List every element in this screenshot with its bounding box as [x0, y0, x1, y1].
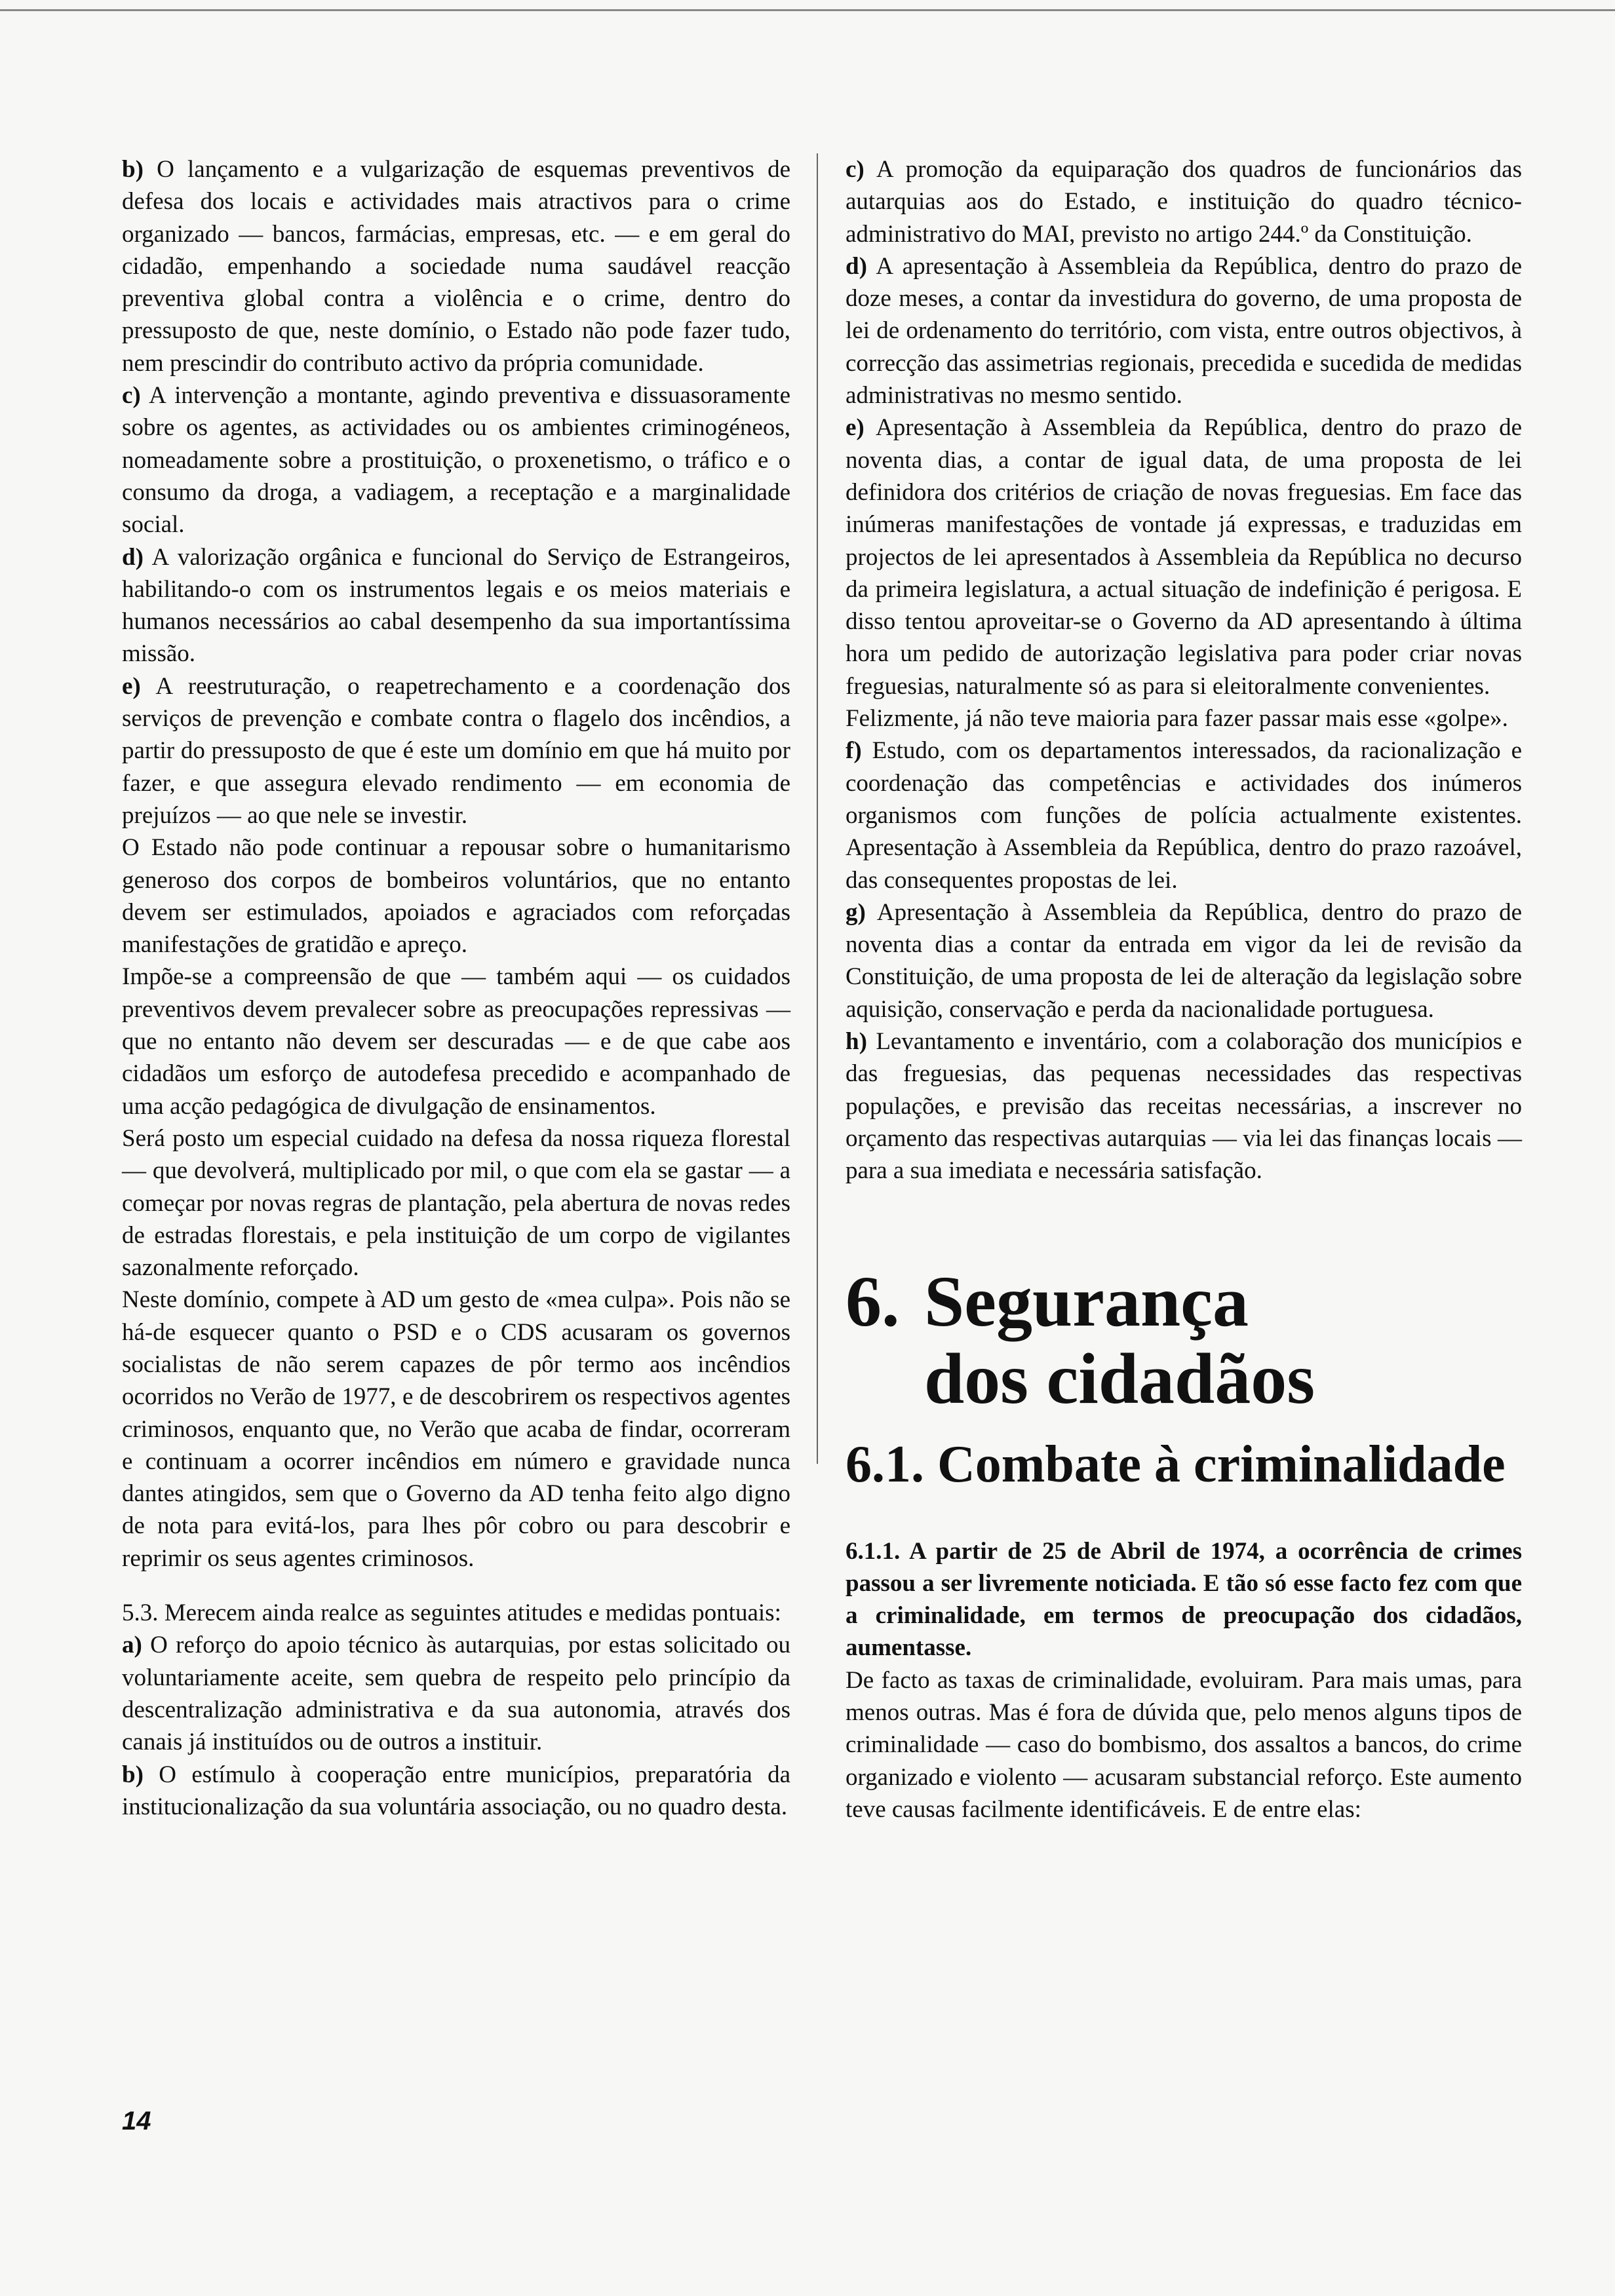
- item-text: Estudo, com os departamentos interessados, da racionalização e coordenação das competências e actividades dos inúmeros organismos com funções de polícia actualmente existentes. Apresentação à Assembleia da República, dentro do prazo razoável, das consequentes propostas de lei.: [846, 737, 1522, 894]
- item-text: A intervenção a montante, agindo preventiva e dissuasoramente sobre os agentes, as actividades ou os ambientes criminogéneos, nomeadamente sobre a prostituição, o proxenetismo, o tráfico e o consumo da droga, a vadiagem, a receptação e a marginalidade social.: [122, 382, 790, 539]
- chapter-number: 6.: [846, 1261, 900, 1341]
- item-label: d): [122, 543, 144, 571]
- paragraph: [122, 1597, 790, 1629]
- section-paragraphs: [846, 1535, 1522, 1826]
- paragraph: [122, 1122, 790, 1284]
- item-text: Felizmente, já não teve maioria para fazer passar mais esse «golpe».: [846, 705, 1508, 733]
- item-text: Impõe-se a compreensão de que — também aqui — os cuidados preventivos devem prevalecer sobre as preocupações repressivas — que no entanto não devem ser descuradas — e de que cabe aos cidadãos um esforço de autodefesa precedido e acompanhado de uma acção pedagógica de divulgação de ensinamentos.: [122, 963, 790, 1120]
- item-label: d): [846, 252, 867, 280]
- item-text: O estímulo à cooperação entre municípios, preparatória da institucionalização da sua voluntária associação, ou no quadro desta.: [122, 1761, 790, 1820]
- item-label: b): [122, 156, 144, 183]
- paragraph: [122, 1759, 790, 1824]
- item-text: A valorização orgânica e funcional do Serviço de Estrangeiros, habilitando-o com os instrumentos legais e os meios materiais e humanos necessários ao cabal desempenho da sua importantíssima missão.: [122, 543, 790, 668]
- item-label: h): [846, 1028, 867, 1056]
- right-column-items: [846, 153, 1522, 1187]
- section-paragraph: 6.1.1. A partir de 25 de Abril de 1974, a ocorrência de crimes passou a ser livremente noticiada. E tão só esse facto fez com que a criminalidade, em termos de preocupação dos cidadãos, aumentasse.: [846, 1537, 1522, 1662]
- paragraph-gap: [122, 1575, 790, 1597]
- item-label: e): [122, 672, 141, 700]
- chapter-heading: [846, 1263, 1522, 1417]
- item-label: b): [122, 1761, 144, 1788]
- item-text: Apresentação à Assembleia da República, dentro do prazo de noventa dias a contar da entrada em vigor da lei de revisão da Constituição, de uma proposta de lei de alteração da legislação sobre aquisição, conservação e perda da nacionalidade portuguesa.: [846, 898, 1522, 1023]
- chapter-title-line2: dos cidadãos: [924, 1338, 1315, 1419]
- chapter-title-line1: Segurança: [924, 1261, 1249, 1341]
- paragraph: [846, 735, 1522, 896]
- item-label: g): [846, 898, 866, 926]
- item-label: c): [122, 382, 141, 410]
- paragraph: [122, 541, 790, 670]
- item-text: A promoção da equiparação dos quadros de funcionários das autarquias aos do Estado, e instituição do quadro técnico-administrativo do MAI, previsto no artigo 244.º da Constituição.: [846, 156, 1522, 248]
- section-paragraph: De facto as taxas de criminalidade, evoluiram. Para mais umas, para menos outras. Mas é fora de dúvida que, pelo menos alguns tipos de criminalidade — caso do bombismo, dos assaltos a bancos, do crime organizado e violento — acusaram substancial reforço. Este aumento teve causas facilmente identificáveis. E de entre elas:: [846, 1666, 1522, 1823]
- paragraph: [846, 153, 1522, 250]
- item-label: c): [846, 156, 865, 183]
- item-text: Apresentação à Assembleia da República, dentro do prazo de noventa dias, a contar de igual data, de uma proposta de lei definidora dos critérios de criação de novas freguesias. Em face das inúmeras manifestações de vontade já expressas, e traduzidas em projectos de lei apresentados à Assembleia da República no decurso da primeira legislatura, a actual situação de indefinição é perigosa. E disso tentou aproveitar-se o Governo da AD apresentando à última hora um pedido de autorização legislativa para poder criar novas freguesias, naturalmente só as para si eleitoralmente convenientes.: [846, 414, 1522, 700]
- item-text: O Estado não pode continuar a repousar sobre o humanitarismo generoso dos corpos de bombeiros voluntários, que no entanto devem ser estimulados, apoiados e agraciados com reforçadas manifestações de gratidão e apreço.: [122, 834, 790, 959]
- paragraph: [846, 896, 1522, 1025]
- item-label: a): [122, 1632, 142, 1659]
- item-text: A apresentação à Assembleia da República, dentro do prazo de doze meses, a contar da investidura do governo, de uma proposta de lei de ordenamento do território, com vista, entre outros objectivos, à correcção das assimetrias regionais, precedida e sucedida de medidas administrativas no mesmo sentido.: [846, 252, 1522, 410]
- paragraph: [122, 832, 790, 961]
- item-text: Será posto um especial cuidado na defesa da nossa riqueza florestal — que devolverá, multiplicado por mil, o que com ela se gastar — a começar por novas regras de plantação, pela abertura de novas redes de estradas florestais, e pela instituição de um corpo de vigilantes sazonalmente reforçado.: [122, 1124, 790, 1282]
- paragraph: [122, 1629, 790, 1758]
- paragraph: [122, 670, 790, 832]
- paragraph: [122, 1284, 790, 1575]
- item-text: A reestruturação, o reapetrechamento e a coordenação dos serviços de prevenção e combate contra o flagelo dos incêndios, a partir do pressuposto de que é este um domínio em que há muito por fazer, e que assegura elevado rendimento — em economia de prejuízos — ao que nele se investir.: [122, 672, 790, 829]
- left-column: [122, 153, 790, 1823]
- paragraph: [122, 379, 790, 541]
- item-text: 5.3. Merecem ainda realce as seguintes atitudes e medidas pontuais:: [122, 1599, 781, 1627]
- paragraph: [846, 411, 1522, 702]
- item-text: Levantamento e inventário, com a colaboração dos municípios e das freguesias, das pequenas necessidades das respectivas populações, e previsão das receitas necessárias, a inscrever no orçamento das respectivas autarquias — via lei das finanças locais — para a sua imediata e necessária satisfação.: [846, 1028, 1522, 1185]
- right-column: [846, 153, 1522, 1826]
- item-text: O reforço do apoio técnico às autarquias, por estas solicitado ou voluntariamente aceite, sem quebra de respeito pelo princípio da descentralização administrativa e da sua autonomia, através dos canais já instituídos ou de outros a instituir.: [122, 1632, 790, 1756]
- scan-edge-line: [0, 9, 1615, 11]
- paragraph: [846, 702, 1522, 735]
- paragraph: [846, 250, 1522, 411]
- paragraph: [846, 1025, 1522, 1187]
- paragraph: [122, 961, 790, 1122]
- item-label: e): [846, 414, 865, 442]
- column-divider: [817, 153, 818, 1464]
- item-text: Neste domínio, compete à AD um gesto de «mea culpa». Pois não se há-de esquecer quanto o PSD e o CDS acusaram os governos socialistas de não serem capazes de pôr termo aos incêndios ocorridos no Verão de 1977, e de descobrirem os respectivos agentes criminosos, enquanto que, no Verão que acaba de findar, ocorreram e continuam a ocorrer incêndios em número e gravidade nunca dantes atingidos, sem que o Governo da AD tenha feito algo digno de nota para evitá-los, para lhes pôr cobro ou para descobrir e reprimir os seus agentes criminosos.: [122, 1286, 790, 1572]
- paragraph: [122, 153, 790, 379]
- item-label: f): [846, 737, 862, 765]
- item-text: O lançamento e a vulgarização de esquemas preventivos de defesa dos locais e actividades mais atractivos para o crime organizado — bancos, farmácias, empresas, etc. — e em geral do cidadão, empenhando a sociedade numa saudável reacção preventiva global contra a violência e o crime, dentro do pressuposto de que, neste domínio, o Estado não pode fazer tudo, nem prescindir do contributo activo da própria comunidade.: [122, 156, 790, 377]
- section-heading: 6.1. Combate à criminalidade: [846, 1435, 1506, 1493]
- page-number: 14: [122, 2107, 151, 2135]
